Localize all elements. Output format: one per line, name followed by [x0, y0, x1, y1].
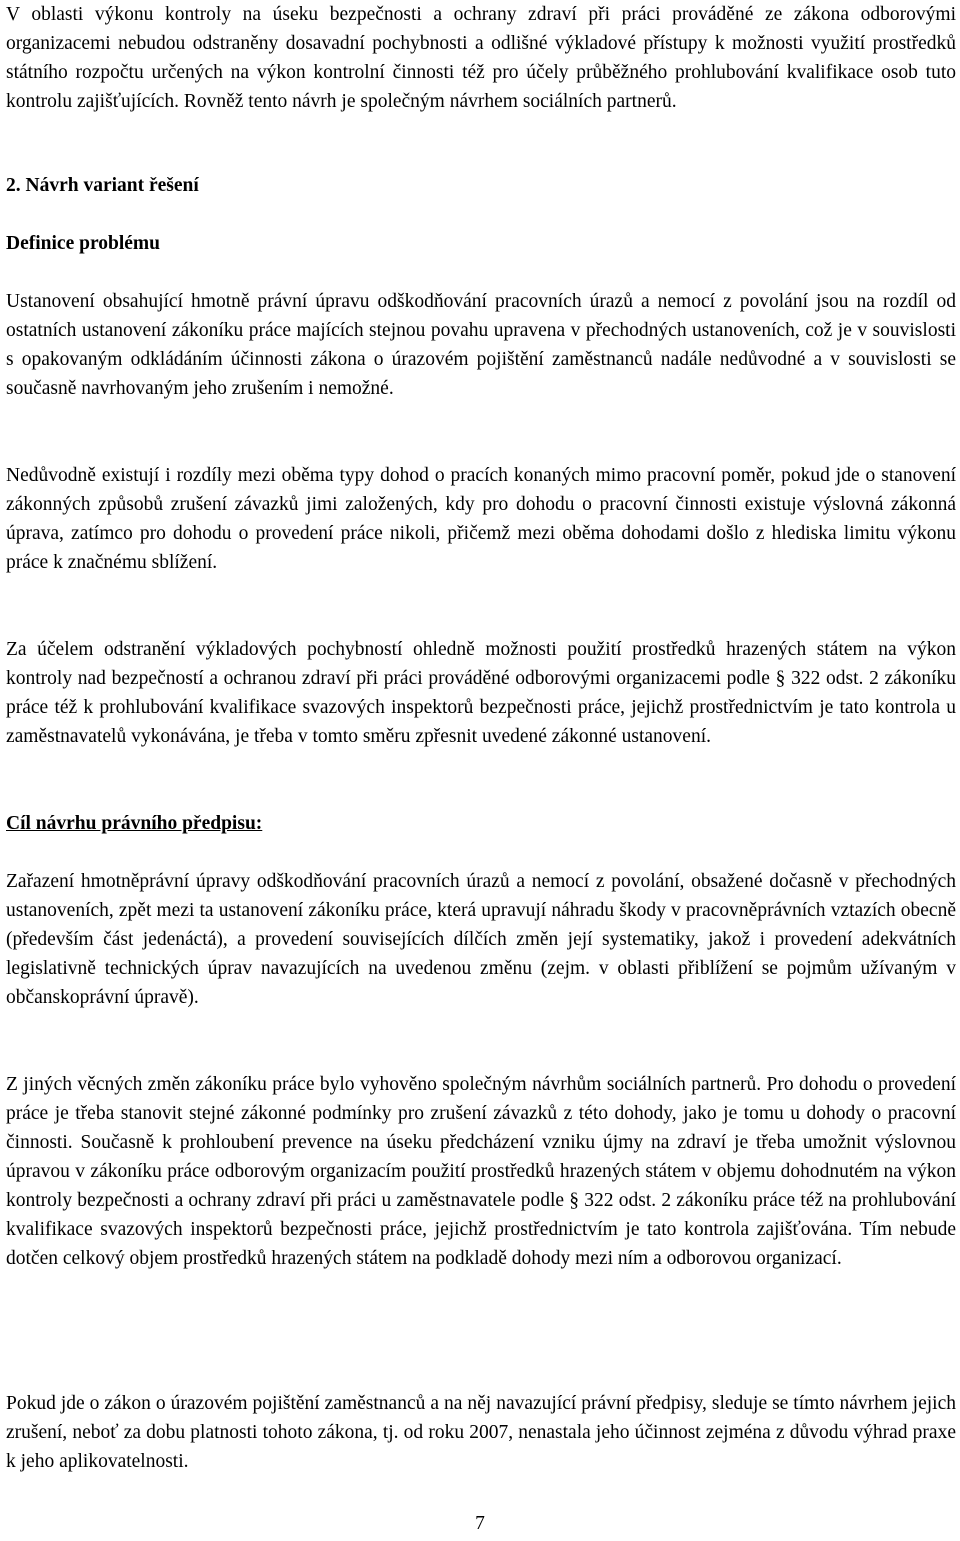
problem-paragraph: Nedůvodně existují i rozdíly mezi oběma typy dohod o pracích konaných mimo pracovní poměr, pokud jde o stanovení zákonných způsobů zrušení závazků jimi založených, kdy pro dohodu o pracovní činnosti existuje výslovná zákonná úprava, zatímco pro dohodu o provedení práce nikoli, přičemž mezi oběma dohodami došlo z hlediska limitu výkonu práce k značnému sblížení.: [6, 465, 956, 573]
goal-paragraph: Z jiných věcných změn zákoníku práce bylo vyhověno společným návrhům sociálních partnerů. Pro dohodu o provedení práce je třeba stanovit stejné zákonné podmínky pro zrušení závazků z této dohody, jako je tomu u dohody o pracovní činnosti. Současně k prohloubení prevence na úseku předcházení vzniku újmy na zdraví je třeba umožnit výslovnou úpravou v zákoníku práce odborovým organizacím použití prostředků hrazených státem v objemu dohodnutém na výkon kontroly bezpečnosti a ochrany zdraví při práci u zaměstnavatele podle § 322 odst. 2 zákoníku práce též na prohlubování kvalifikace svazových inspektorů bezpečnosti práce, jejichž prostřednictvím je tato kontrola zajišťována. Tím nebude dotčen celkový objem prostředků hrazených státem na podkladě dohody mezi ním a odborovou organizací.: [6, 1074, 956, 1269]
goal-paragraph: Zařazení hmotněprávní úpravy odškodňování pracovních úrazů a nemocí z povolání, obsažené dočasně v přechodných ustanoveních, zpět mezi ta ustanovení zákoníku práce, která upravují náhradu škody v pracovněprávních vztazích obecně (především část jedenáctá), a provedení souvisejících dílčích změn její systematiky, jakož i provedení adekvátních legislativně technických úprav navazujících na uvedenou změnu (zejm. v oblasti přiblížení se pojmům užívaným v občanskoprávní úpravě).: [6, 871, 956, 1008]
problem-heading: Definice problému: [6, 233, 161, 254]
problem-paragraph: Ustanovení obsahující hmotně právní úpravu odškodňování pracovních úrazů a nemocí z povolání jsou na rozdíl od ostatních ustanovení zákoníku práce majících stejnou povahu upravena v přechodných ustanoveních, což je v souvislosti s opakovaným odkládáním účinnosti zákona o úrazovém pojištění zaměstnanců nadále nedůvodné a v souvislosti se současně navrhovaným jeho zrušením i nemožné.: [6, 291, 956, 399]
problem-paragraph: Za účelem odstranění výkladových pochybností ohledně možnosti použití prostředků hrazených státem na výkon kontroly nad bezpečností a ochranou zdraví při práci prováděné odborovými organizacemi podle § 322 odst. 2 zákoníku práce též k prohlubování kvalifikace svazových inspektorů bezpečnosti práce, jejichž prostřednictvím je tato kontrola u zaměstnavatelů vykonávána, je třeba v tomto směru zpřesnit uvedené zákonné ustanovení.: [6, 639, 956, 747]
page-number: 7: [475, 1513, 485, 1534]
section-heading: 2. Návrh variant řešení: [6, 175, 199, 196]
goal-heading: Cíl návrhu právního předpisu:: [6, 813, 263, 834]
goal-paragraph: Pokud jde o zákon o úrazovém pojištění zaměstnanců a na něj navazující právní předpisy, sleduje se tímto návrhem jejich zrušení, neboť za dobu platnosti tohoto zákona, tj. od roku 2007, nenastala jeho účinnost zejména z důvodu výhrad praxe k jeho aplikovatelnosti.: [6, 1393, 956, 1472]
intro-paragraph: V oblasti výkonu kontroly na úseku bezpečnosti a ochrany zdraví při práci prováděné ze zákona odborovými organizacemi nebudou odstraněny dosavadní pochybnosti a odlišné výkladové přístupy k možnosti využití prostředků státního rozpočtu určených na výkon kontrolní činnosti též pro účely průběžného prohlubování kvalifikace osob tuto kontrolu zajišťujících. Rovněž tento návrh je společným návrhem sociálních partnerů.: [6, 4, 956, 112]
